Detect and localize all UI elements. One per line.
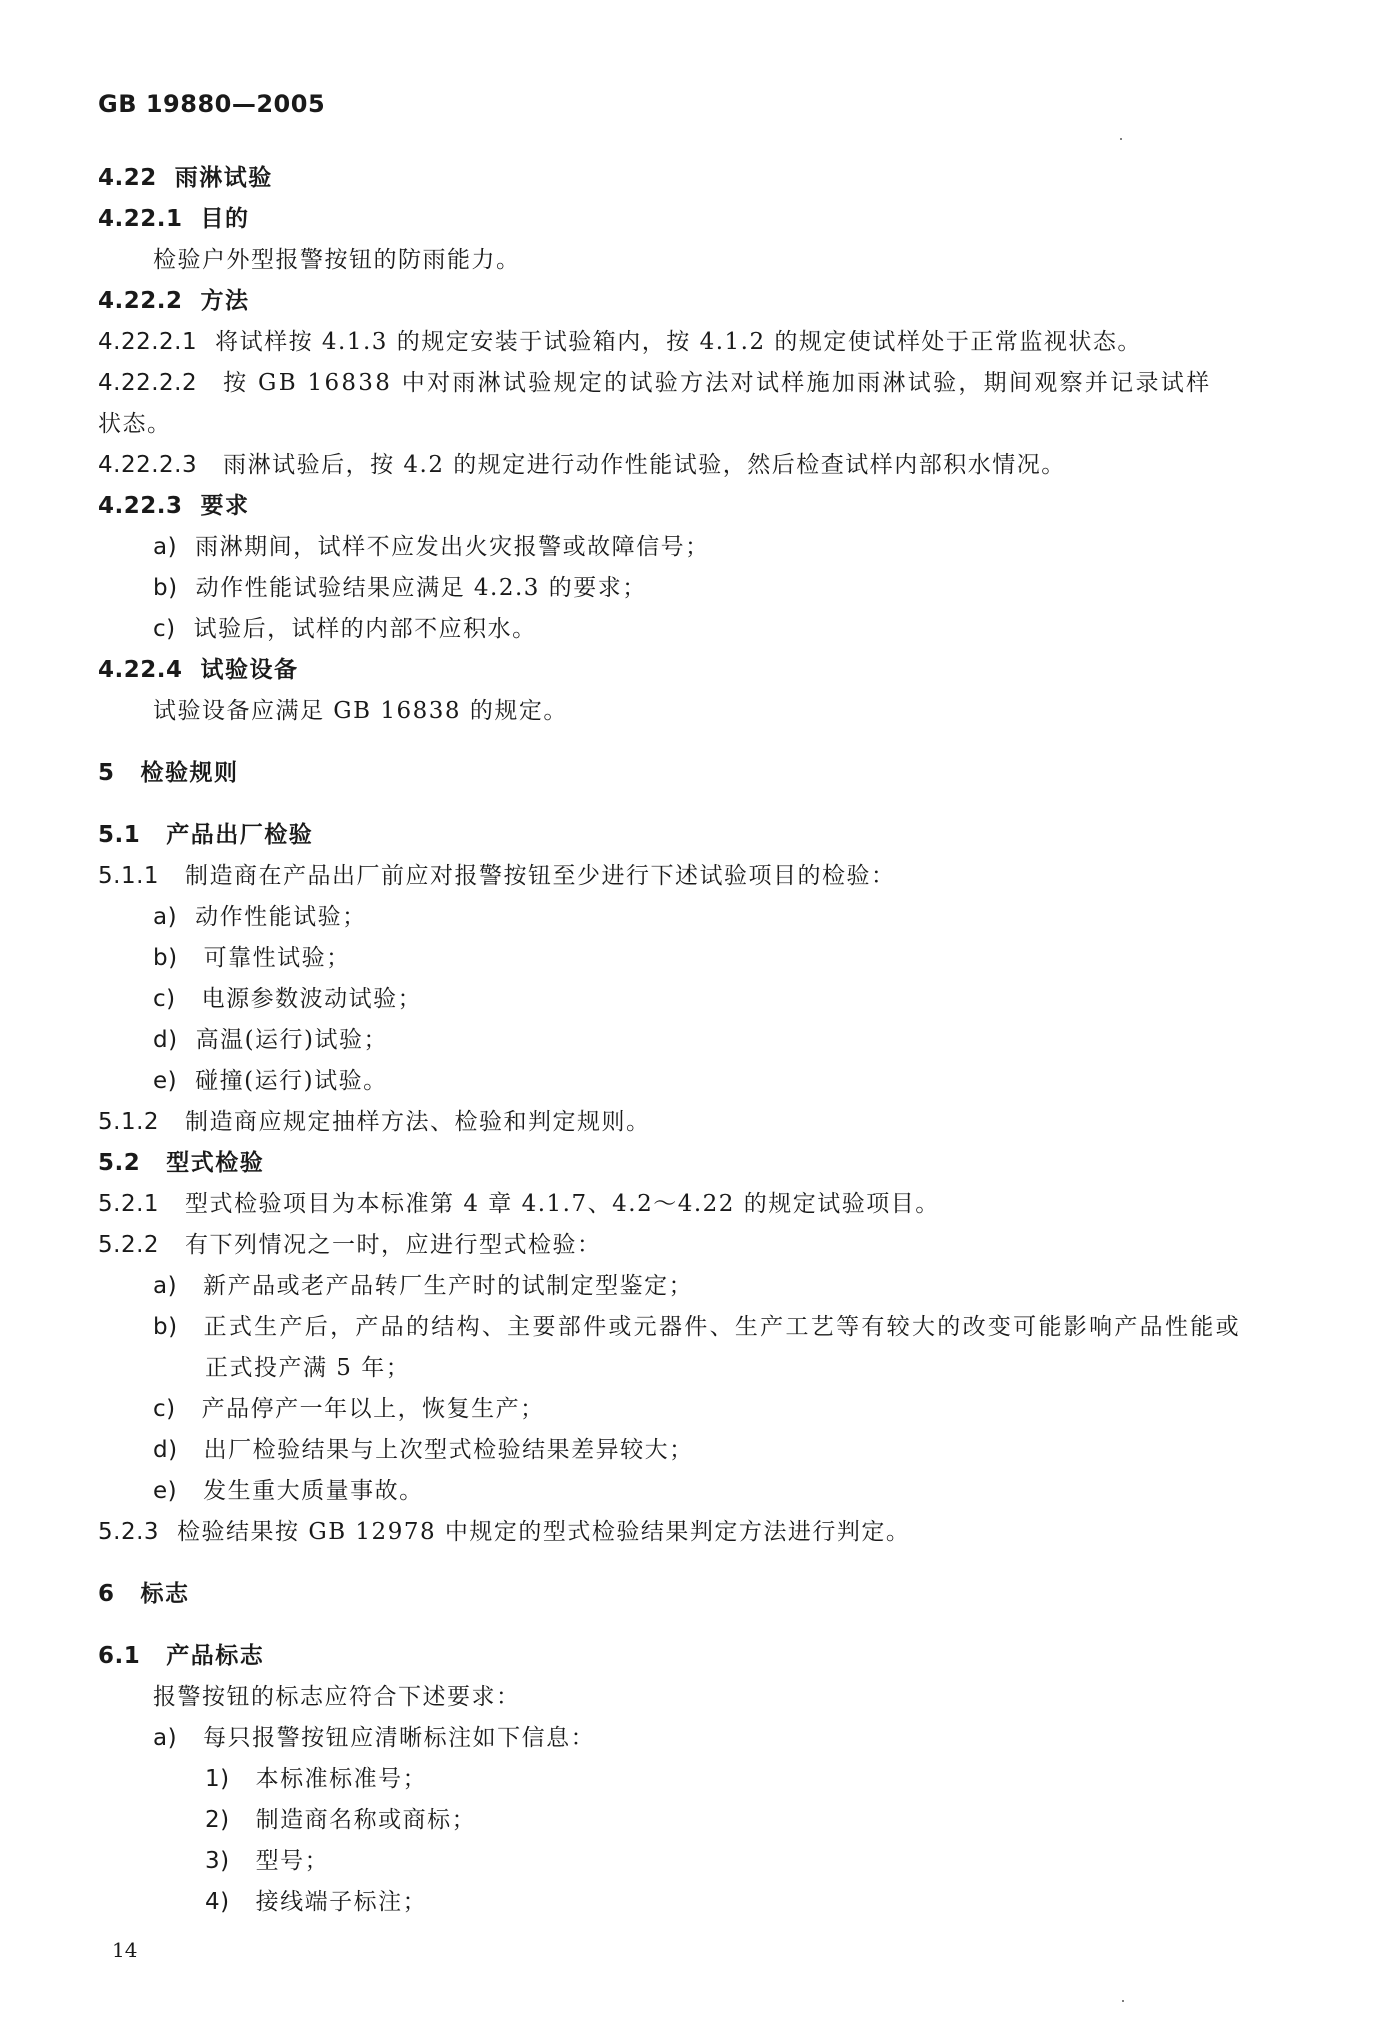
list-item: a) 雨淋期间，试样不应发出火灾报警或故障信号； bbox=[153, 534, 710, 560]
section-heading-5-1: 5.1 产品出厂检验 bbox=[98, 821, 314, 848]
scan-speck bbox=[1122, 2000, 1124, 2002]
section-heading-5-2: 5.2 型式检验 bbox=[98, 1149, 265, 1176]
clause-5-2-3: 5.2.3 检验结果按 GB 12978 中规定的型式检验结果判定方法进行判定。 bbox=[98, 1519, 911, 1545]
page-number: 14 bbox=[112, 1938, 138, 1962]
list-item: c) 试验后，试样的内部不应积水。 bbox=[153, 616, 537, 642]
paragraph-6-1-body: 报警按钮的标志应符合下述要求： bbox=[153, 1684, 521, 1710]
paragraph-4-22-1-body: 检验户外型报警按钮的防雨能力。 bbox=[153, 247, 521, 273]
clause-4-22-2-1: 4.22.2.1 将试样按 4.1.3 的规定安装于试验箱内，按 4.1.2 的规定使试样处于正常监视状态。 bbox=[98, 329, 1142, 355]
list-item: e) 发生重大质量事故。 bbox=[153, 1478, 424, 1504]
clause-5-2-1: 5.2.1 型式检验项目为本标准第 4 章 4.1.7、4.2～4.22 的规定试验项目。 bbox=[98, 1191, 940, 1217]
section-heading-4-22-4: 4.22.4 试验设备 bbox=[98, 656, 299, 683]
list-item: b) 动作性能试验结果应满足 4.2.3 的要求； bbox=[153, 575, 647, 601]
list-item: d) 出厂检验结果与上次型式检验结果差异较大； bbox=[153, 1437, 694, 1463]
section-heading-6-1: 6.1 产品标志 bbox=[98, 1642, 265, 1669]
paragraph-4-22-4-body: 试验设备应满足 GB 16838 的规定。 bbox=[153, 698, 568, 724]
chapter-heading-5: 5 检验规则 bbox=[98, 759, 239, 786]
standard-code-header: GB 19880—2005 bbox=[98, 90, 326, 118]
list-item: c) 产品停产一年以上，恢复生产； bbox=[153, 1396, 545, 1422]
section-heading-4-22-3: 4.22.3 要求 bbox=[98, 492, 250, 519]
sub-list-item: 2) 制造商名称或商标； bbox=[205, 1807, 477, 1833]
clause-5-1-2: 5.1.2 制造商应规定抽样方法、检验和判定规则。 bbox=[98, 1109, 651, 1135]
sub-list-item: 4) 接线端子标注； bbox=[205, 1889, 428, 1915]
list-item: e) 碰撞(运行)试验。 bbox=[153, 1068, 388, 1094]
list-item: d) 高温(运行)试验； bbox=[153, 1027, 389, 1053]
sub-list-item: 3) 型号； bbox=[205, 1848, 330, 1874]
list-item-continued: 正式投产满 5 年； bbox=[205, 1355, 411, 1381]
list-item: c) 电源参数波动试验； bbox=[153, 986, 423, 1012]
clause-5-2-2: 5.2.2 有下列情况之一时，应进行型式检验： bbox=[98, 1232, 602, 1258]
clause-4-22-2-3: 4.22.2.3 雨淋试验后，按 4.2 的规定进行动作性能试验，然后检查试样内部积水情况。 bbox=[98, 452, 1066, 478]
section-heading-4-22: 4.22 雨淋试验 bbox=[98, 164, 273, 191]
list-item: a) 新产品或老产品转厂生产时的试制定型鉴定； bbox=[153, 1273, 694, 1299]
scan-speck bbox=[1120, 138, 1122, 140]
section-heading-4-22-1: 4.22.1 目的 bbox=[98, 205, 250, 232]
list-item: a) 每只报警按钮应清晰标注如下信息： bbox=[153, 1725, 596, 1751]
section-heading-4-22-2: 4.22.2 方法 bbox=[98, 287, 250, 314]
list-item: b) 正式生产后，产品的结构、主要部件或元器件、生产工艺等有较大的改变可能影响产品性能或 bbox=[153, 1314, 1241, 1340]
sub-list-item: 1) 本标准标准号； bbox=[205, 1766, 428, 1792]
chapter-heading-6: 6 标志 bbox=[98, 1580, 190, 1607]
clause-4-22-2-2-continued: 状态。 bbox=[98, 411, 172, 437]
list-item: b) 可靠性试验； bbox=[153, 945, 351, 971]
clause-5-1-1: 5.1.1 制造商在产品出厂前应对报警按钮至少进行下述试验项目的检验： bbox=[98, 863, 896, 889]
list-item: a) 动作性能试验； bbox=[153, 904, 367, 930]
clause-4-22-2-2: 4.22.2.2 按 GB 16838 中对雨淋试验规定的试验方法对试样施加雨淋试验，期间观察并记录试样 bbox=[98, 370, 1212, 396]
